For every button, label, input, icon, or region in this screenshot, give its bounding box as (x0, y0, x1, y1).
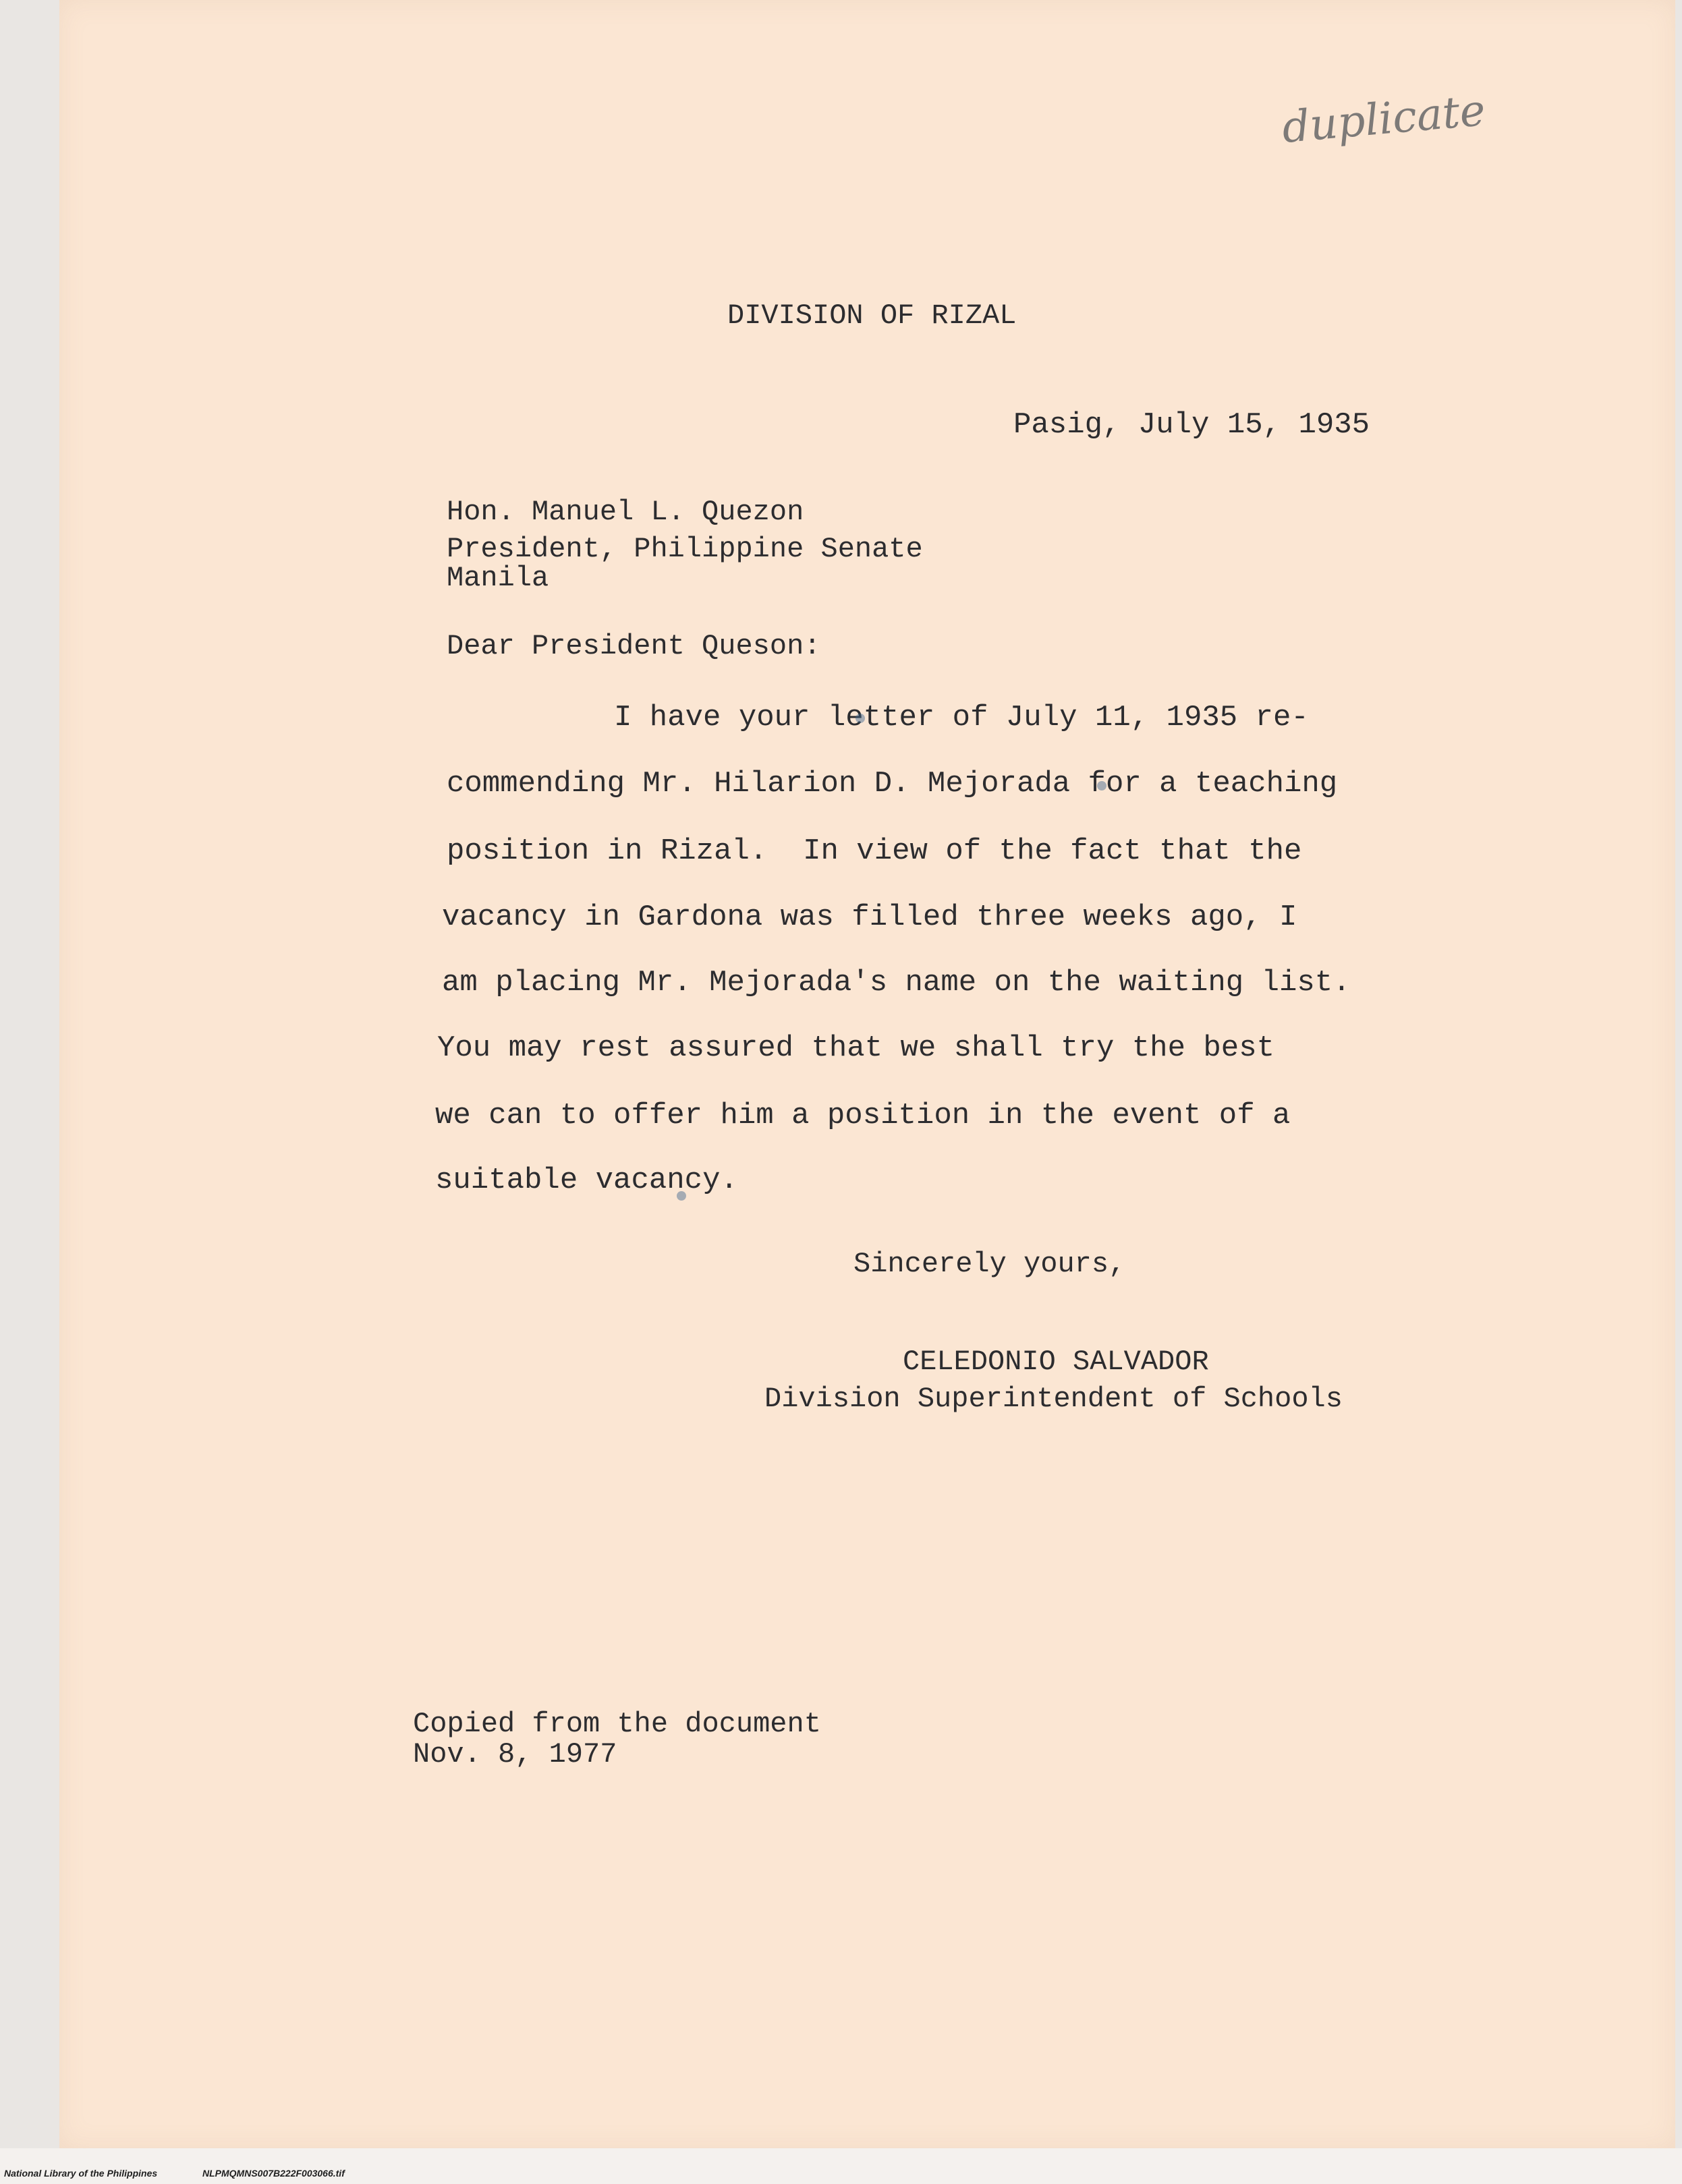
recipient-name: Hon. Manuel L. Quezon (447, 496, 804, 528)
signer-title: Division Superintendent of Schools (764, 1383, 1343, 1415)
letterhead-division: DIVISION OF RIZAL (727, 299, 1017, 332)
footer-library-label: National Library of the Philippines (4, 2168, 158, 2179)
ink-blot (1097, 781, 1106, 791)
scan-footer-strip (0, 2148, 1682, 2184)
body-line-2: commending Mr. Hilarion D. Mejorada for a teaching (447, 767, 1338, 801)
footer-file-id: NLPMQMNS007B222F003066.tif (202, 2168, 345, 2179)
signer-name: CELEDONIO SALVADOR (903, 1346, 1209, 1378)
body-line-3: position in Rizal. In view of the fact that the (447, 834, 1302, 868)
body-line-6: You may rest assured that we shall try the best (437, 1031, 1275, 1065)
recipient-city: Manila (447, 562, 549, 594)
handwritten-annotation: duplicate (1280, 85, 1488, 154)
ink-blot (856, 714, 865, 723)
copy-note-line-2: Nov. 8, 1977 (413, 1738, 617, 1771)
ink-blot (677, 1191, 686, 1201)
body-line-1: I have your letter of July 11, 1935 re- (614, 701, 1309, 735)
salutation: Dear President Queson: (447, 630, 821, 662)
body-line-5: am placing Mr. Mejorada's name on the waiting list. (442, 966, 1351, 1000)
copy-note-line-1: Copied from the document (413, 1708, 821, 1740)
closing: Sincerely yours, (853, 1248, 1126, 1280)
body-line-4: vacancy in Gardona was filled three weeks ago, I (442, 900, 1297, 934)
recipient-title: President, Philippine Senate (447, 533, 923, 565)
body-line-7: we can to offer him a position in the event of a (435, 1099, 1291, 1132)
place-date: Pasig, July 15, 1935 (1013, 408, 1370, 442)
body-line-8: suitable vacancy. (435, 1163, 738, 1197)
